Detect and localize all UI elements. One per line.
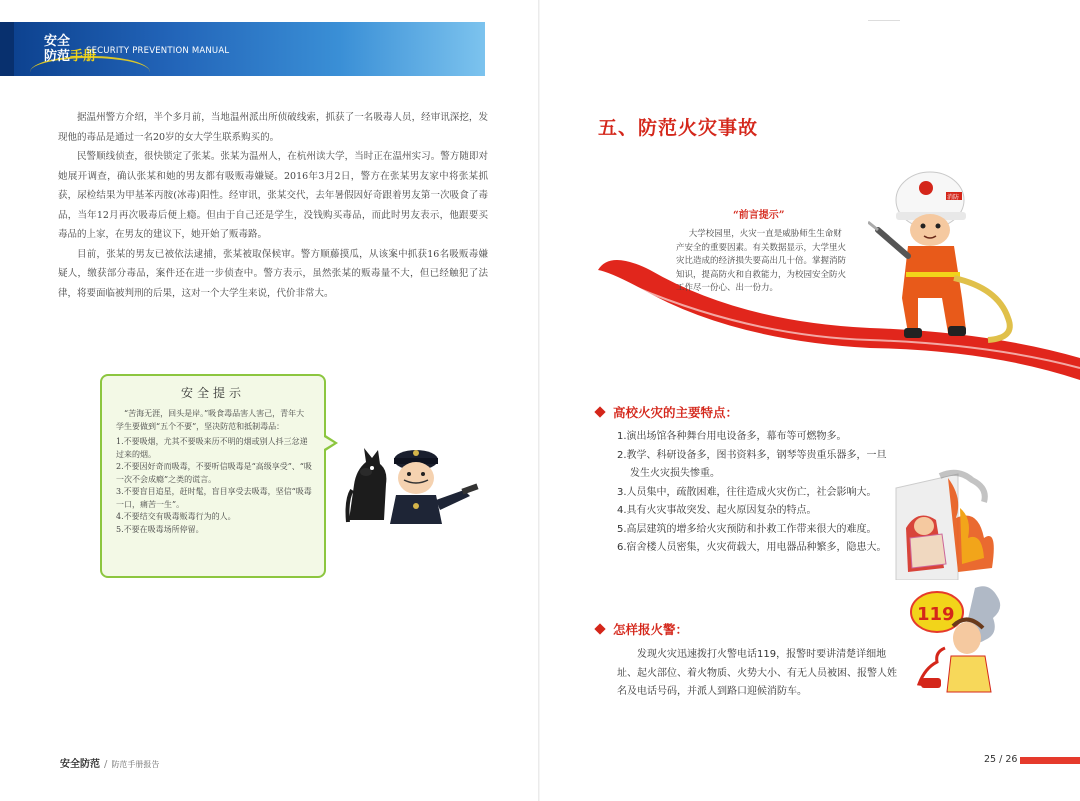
feature-item: 2.教学、科研设备多，图书资料多，钢琴等贵重乐器多，一旦 [617, 449, 887, 461]
tip-intro: “苦海无涯，回头是岸。”吸食毒品害人害己，青年大学生要做到“五个不要”，坚决防范和抵制毒品： [116, 409, 305, 431]
feature-item: 4.具有火灾事故突发、起火原因复杂的特点。 [617, 505, 817, 516]
logo-line-2b: 手册 [70, 49, 97, 64]
footer-left [60, 755, 159, 770]
fire-escape-illustration [888, 468, 998, 580]
alarm-instructions: 发现火灾迅速拨打火警电话119，报警时要讲清楚详细地址、起火部位、着火物质、火势大小、有无人员被困、报警人姓名及电话号码，并派人到路口迎候消防车。 [617, 649, 897, 697]
case-story [58, 108, 488, 303]
story-paragraph-2: 民警顺线侦查，很快锁定了张某。张某为温州人，在杭州读大学，当时正在温州实习。警方随即对她展开调查，确认张某和她的男友都有吸贩毒嫌疑。2016年3月2日，警方在张某男友家中将张某抓获，尿检结果为甲基苯丙胺(冰毒)阳性。经审讯，张某交代，去年暑假因好奇跟着男友第一次吸食了毒品，当年12月再次吸毒后便上瘾。但由于自己还是学生，没钱购买毒品，而此时男友表示，他跟要买毒品的上家，在男友的建议下，她开始了贩毒路。 [58, 151, 488, 240]
top-rule [868, 20, 900, 21]
header-banner [0, 22, 485, 76]
tip-title: 安全提示 [180, 386, 245, 400]
fire-call-illustration [905, 582, 1005, 694]
badge-text: 消防 [947, 194, 960, 201]
tip-item: 1.不要吸烟，尤其不要吸来历不明的烟或别人抖三忿递过来的烟。 [116, 437, 308, 459]
story-paragraph-1: 据温州警方介绍，半个多月前，当地温州派出所侦破线索，抓获了一名吸毒人员，经审讯深挖，发现他的毒品是通过一名20岁的女大学生联系购买的。 [58, 112, 488, 143]
diamond-bullet-icon [594, 406, 605, 417]
tip-item: 3.不要盲目追星，赶时髦，盲目享受去吸毒，坚信“吸毒一口，痛苦一生”。 [116, 487, 312, 509]
police-dog-illustration [344, 440, 484, 530]
alarm-heading [596, 620, 688, 638]
banner-subtitle: SECURITY PREVENTION MANUAL [86, 46, 230, 56]
footer-red-bar [1020, 757, 1080, 764]
firefighter-illustration [868, 168, 1028, 353]
feature-item: 5.高层建筑的增多给火灾预防和扑救工作带来很大的难度。 [617, 523, 877, 535]
features-heading [596, 403, 738, 421]
diamond-bullet-icon [594, 623, 605, 634]
tip-item: 5.不要在吸毒场所停留。 [116, 524, 204, 534]
tip-item: 2.不要因好奇而吸毒，不要听信吸毒是“高级享受”、“吸一次不会成瘾”之类的谎言。 [116, 462, 312, 484]
speech-tail-inner [324, 437, 334, 449]
fire-features-list [617, 428, 907, 558]
safety-tip-box [100, 374, 326, 578]
section-title: 五、防范火灾事故 [598, 117, 759, 139]
footer-separator: / [104, 759, 108, 770]
preface-text: 大学校园里，火灾一直是威胁师生生命财产安全的重要因素。有关数据显示，大学里火灾比造成的经济损失要高出几十倍。掌握消防知识，提高防火和自救能力，为校园安全防火工作尽一份心、出一份力。 [676, 229, 847, 293]
footer-title: 安全防范 [60, 759, 100, 770]
tip-list [116, 436, 312, 536]
logo-line-1: 安全 [44, 34, 71, 49]
feature-item: 6.宿舍楼人员密集，火灾荷载大，用电器品种繁多，隐患大。 [617, 542, 887, 553]
alarm-heading-text: 怎样报火警： [613, 622, 689, 637]
tip-item: 4.不要结交有吸毒贩毒行为的人。 [116, 512, 236, 521]
phone-number-text: 119 [917, 604, 955, 625]
footer-subtitle: 防范手册报告 [111, 760, 160, 769]
banner-stripe [0, 22, 14, 76]
logo-line-2a: 防范 [44, 49, 71, 64]
feature-item-continued: 发生火灾损失惨重。 [630, 468, 720, 479]
feature-item: 1.演出场馆各种舞台用电设备多，幕布等可燃物多。 [617, 431, 847, 442]
features-heading-text: 高校火灾的主要特点： [613, 405, 739, 420]
story-paragraph-3: 目前，张某的男友已被依法逮捕，张某被取保候审。警方顺藤摸瓜，从该案中抓获16名吸贩毒嫌疑人，缴获部分毒品，案件还在进一步侦查中。警方表示，虽然张某的贩毒量不大，但已经触犯了法律，将要面临被判刑的后果，这对一个大学生来说，代价非常大。 [58, 248, 488, 299]
preface-title: “前言提示” [733, 210, 785, 221]
feature-item: 3.人员集中，疏散困难，往往造成火灾伤亡，社会影响大。 [617, 486, 877, 498]
page-number: 25 / 26 [984, 754, 1018, 765]
